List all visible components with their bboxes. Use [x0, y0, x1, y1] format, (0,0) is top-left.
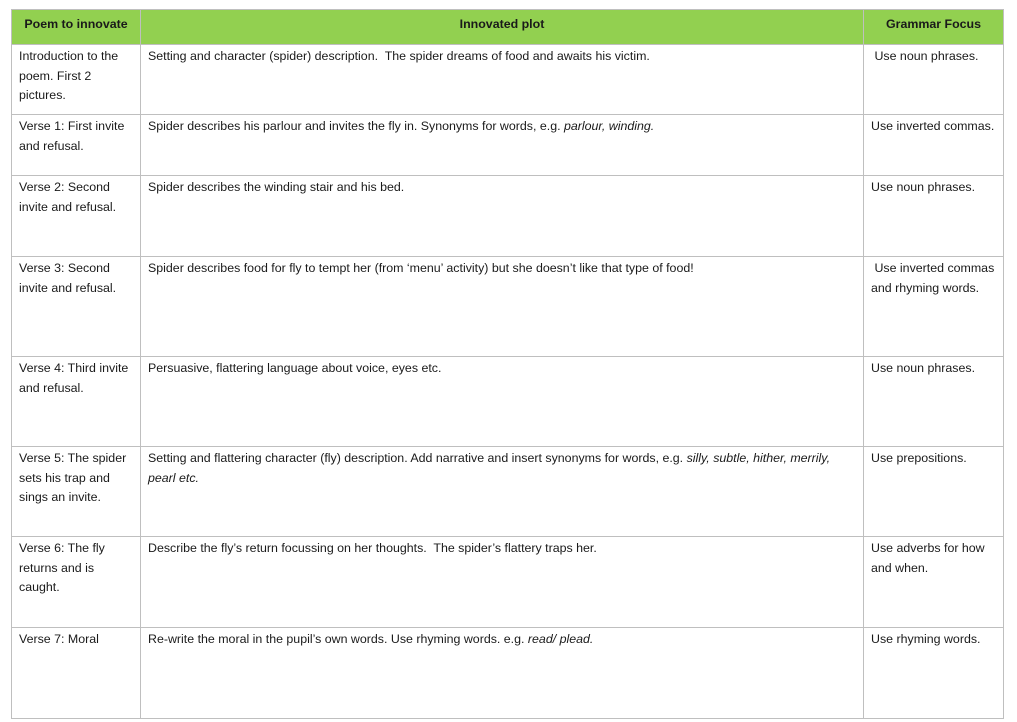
table-row — [12, 45, 1004, 115]
poem-cell: Verse 4: Third invite and refusal. — [12, 357, 141, 447]
header-row — [12, 10, 1004, 45]
header-innovated-plot: Innovated plot — [141, 10, 864, 45]
plot-cell — [141, 176, 864, 257]
plot-italic-text: silly, subtle, hither, merrily, pearl etc. — [148, 451, 834, 485]
poem-cell: Verse 6: The fly returns and is caught. — [12, 537, 141, 628]
plot-cell — [141, 115, 864, 176]
table-row — [12, 115, 1004, 176]
grammar-cell — [864, 628, 1004, 719]
plot-cell — [141, 447, 864, 537]
grammar-cell — [864, 357, 1004, 447]
grammar-text: Use adverbs for how and when. — [871, 541, 989, 575]
plot-text: Setting and flattering character (fly) description. Add narrative and insert synonyms for words, e.g. — [148, 451, 687, 465]
poem-cell: Introduction to the poem. First 2 pictures. — [12, 45, 141, 115]
grammar-text: Use noun phrases. — [871, 180, 976, 194]
grammar-text: Use inverted commas and rhyming words. — [871, 261, 998, 295]
poem-planning-table — [11, 9, 1004, 719]
grammar-text: Use inverted commas. — [871, 119, 995, 133]
grammar-cell — [864, 45, 1004, 115]
plot-text: Setting and character (spider) description. The spider dreams of food and awaits his victim. — [148, 49, 650, 63]
grammar-cell — [864, 176, 1004, 257]
plot-text: Re-write the moral in the pupil’s own words. Use rhyming words. e.g. — [148, 632, 528, 646]
plot-italic-text: read/ plead. — [527, 632, 594, 646]
grammar-text: Use rhyming words. — [871, 632, 981, 646]
grammar-cell — [864, 447, 1004, 537]
table-row — [12, 447, 1004, 537]
plot-cell — [141, 537, 864, 628]
grammar-cell — [864, 257, 1004, 357]
plot-cell — [141, 45, 864, 115]
table-row — [12, 628, 1004, 719]
grammar-cell — [864, 115, 1004, 176]
poem-cell: Verse 1: First invite and refusal. — [12, 115, 141, 176]
plot-text: Describe the fly’s return focussing on her thoughts. The spider’s flattery traps her. — [148, 541, 597, 555]
plot-text: Spider describes the winding stair and his bed. — [148, 180, 405, 194]
header-poem-to-innovate: Poem to innovate — [12, 10, 141, 45]
grammar-text: Use prepositions. — [871, 451, 967, 465]
poem-cell: Verse 2: Second invite and refusal. — [12, 176, 141, 257]
plot-italic-text: parlour, winding. — [563, 119, 655, 133]
table-row — [12, 357, 1004, 447]
poem-cell: Verse 5: The spider sets his trap and sings an invite. — [12, 447, 141, 537]
plot-cell — [141, 628, 864, 719]
header-grammar-focus: Grammar Focus — [864, 10, 1004, 45]
grammar-text: Use noun phrases. — [871, 361, 976, 375]
table-row — [12, 176, 1004, 257]
poem-cell: Verse 7: Moral — [12, 628, 141, 719]
plot-text: Spider describes food for fly to tempt her (from ‘menu’ activity) but she doesn’t like that type of food! — [148, 261, 694, 275]
plot-text: Persuasive, flattering language about voice, eyes etc. — [148, 361, 442, 375]
grammar-text: Use noun phrases. — [871, 49, 979, 63]
table-row — [12, 257, 1004, 357]
grammar-cell — [864, 537, 1004, 628]
plot-text: Spider describes his parlour and invites the fly in. Synonyms for words, e.g. — [148, 119, 564, 133]
plot-cell — [141, 357, 864, 447]
plot-cell — [141, 257, 864, 357]
poem-cell: Verse 3: Second invite and refusal. — [12, 257, 141, 357]
table-row — [12, 537, 1004, 628]
